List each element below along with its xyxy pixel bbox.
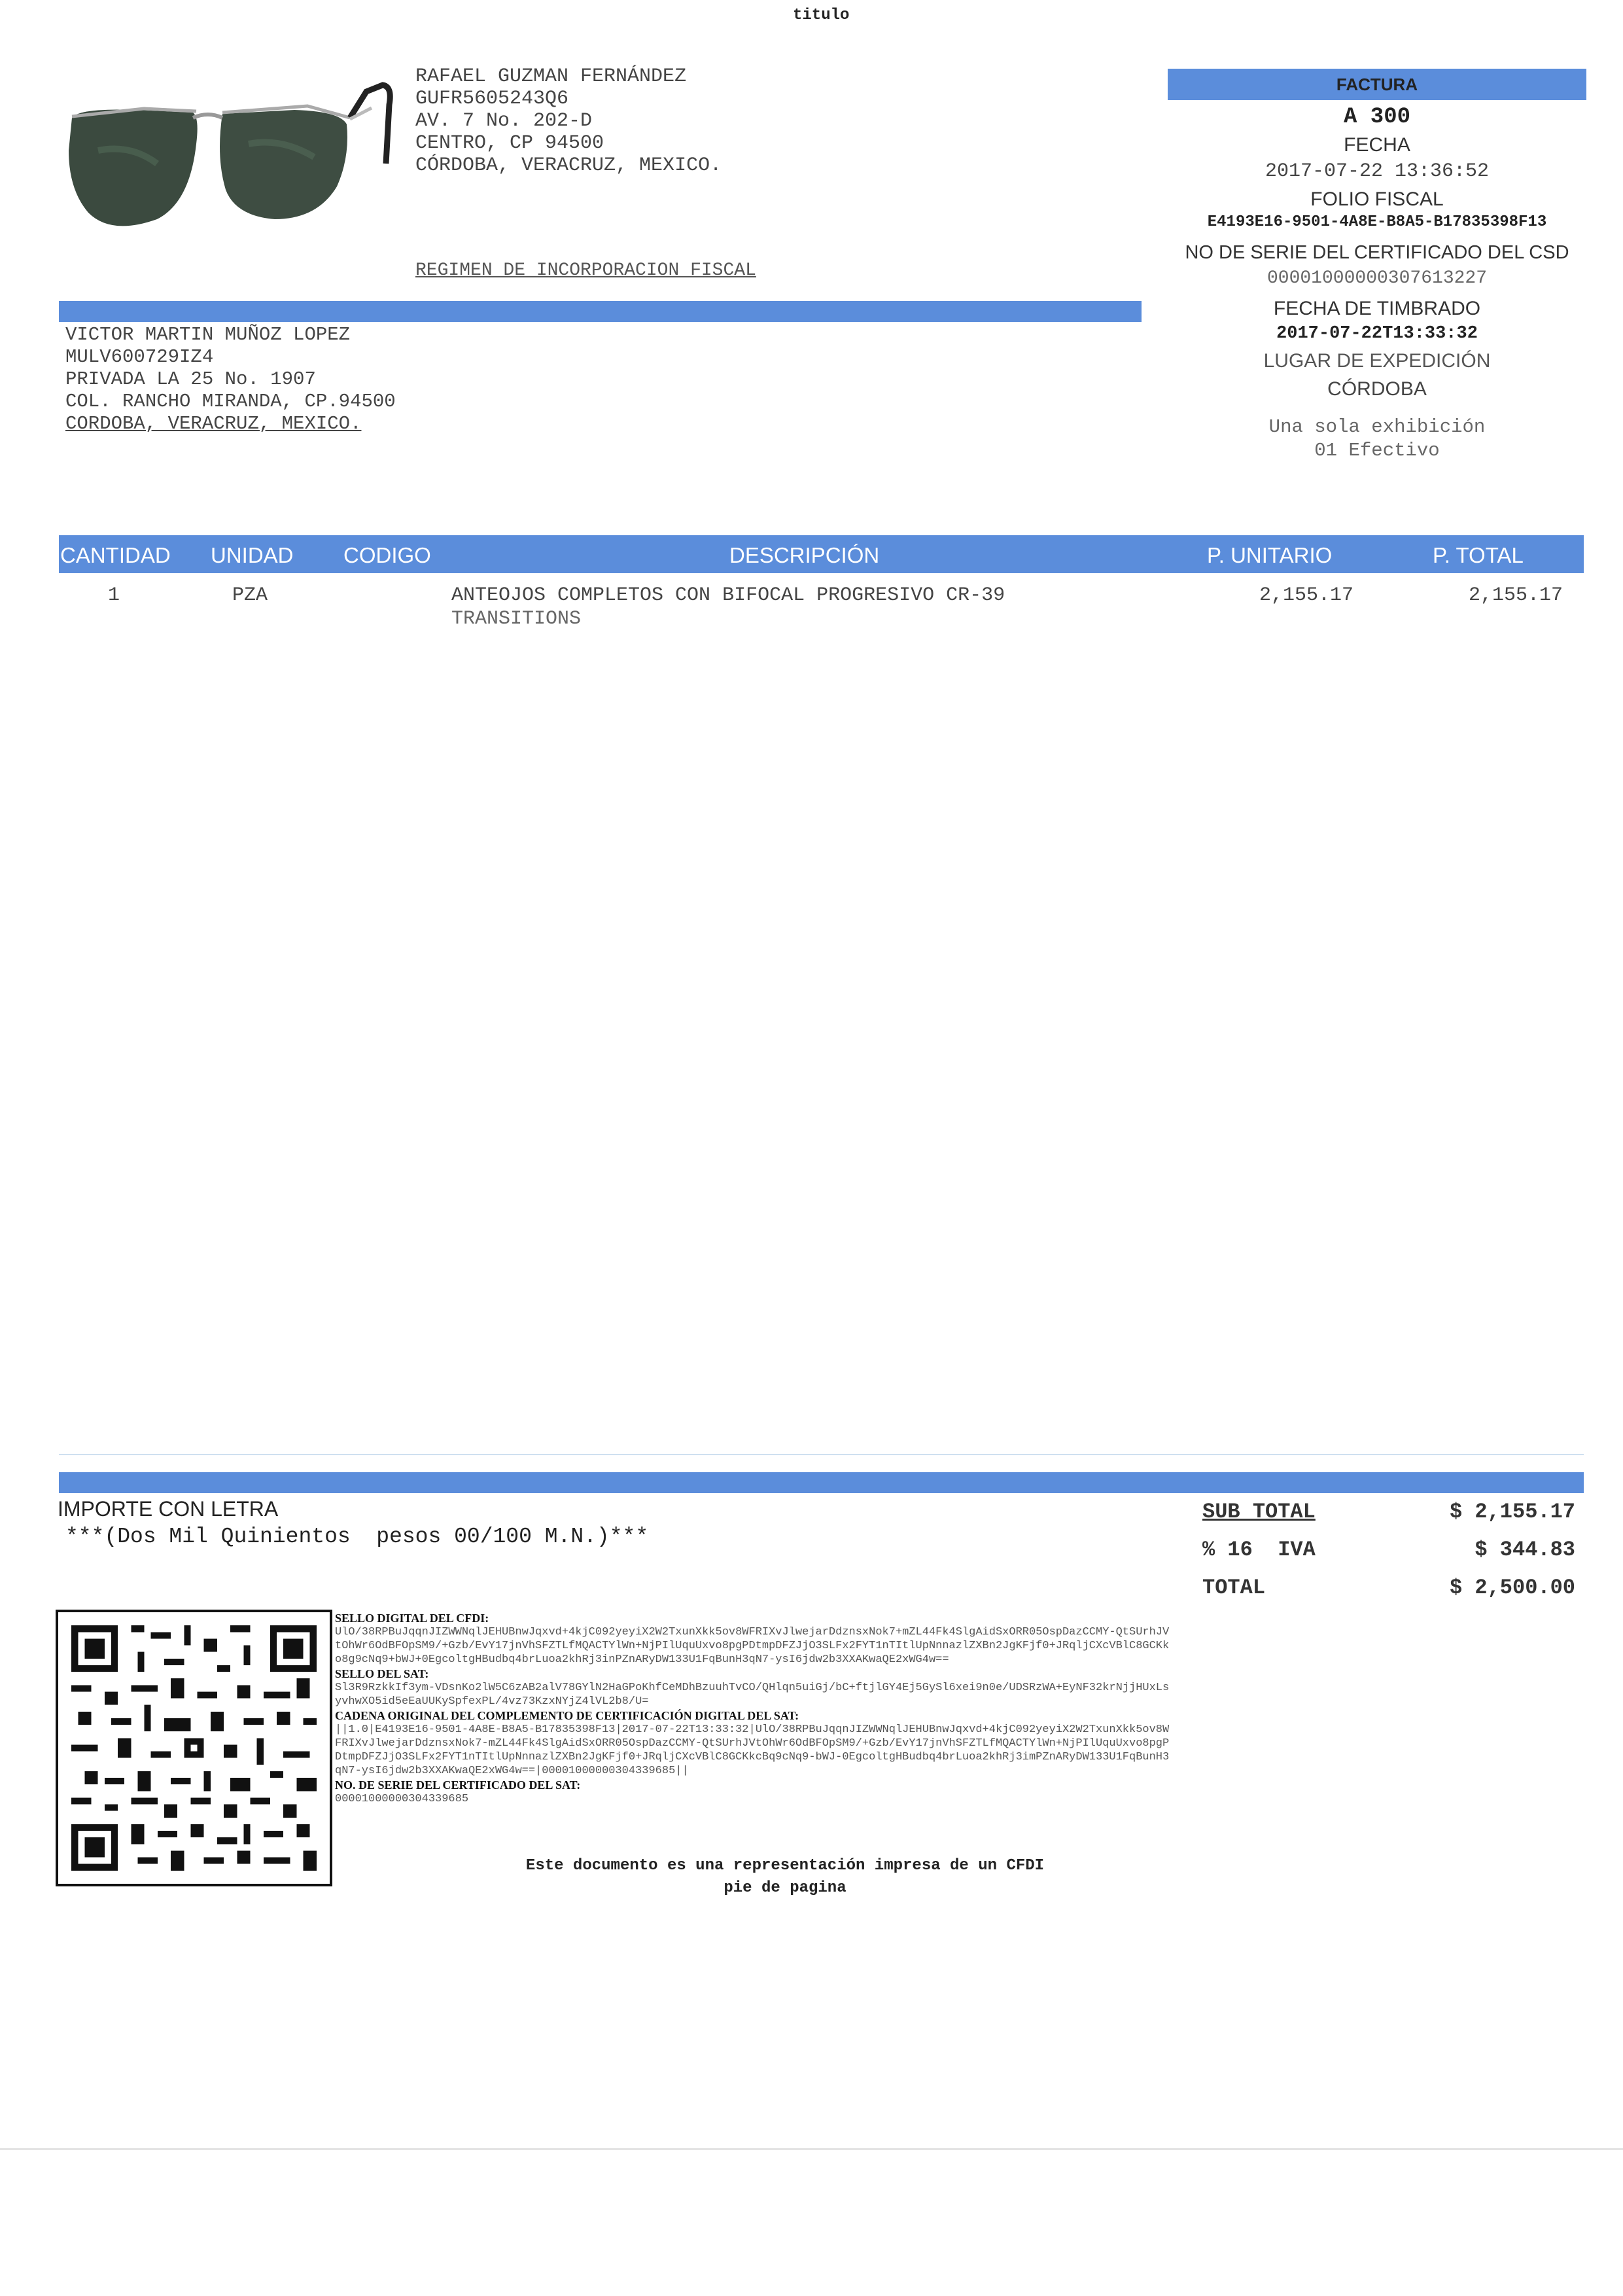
fecha-timbrado-label: FECHA DE TIMBRADO [1273, 298, 1481, 319]
sello-cfdi-label: SELLO DIGITAL DEL CFDI: [335, 1612, 489, 1625]
cell-p-unitario: 2,155.17 [1259, 584, 1354, 607]
col-header-p-unitario: P. UNITARIO [1207, 543, 1333, 567]
totals-band [59, 1472, 1584, 1493]
folio-fiscal-label: FOLIO FISCAL [1310, 188, 1444, 210]
page-footer: pie de pagina [724, 1879, 846, 1897]
receptor-rfc: MULV600729IZ4 [65, 346, 214, 368]
sat-stamps-block [335, 1611, 1172, 1806]
receptor-address-street: PRIVADA LA 25 No. 1907 [65, 368, 316, 390]
metodo-pago: 01 Efectivo [1314, 440, 1440, 461]
factura-label: FACTURA [1336, 75, 1418, 94]
importe-con-letra-label: IMPORTE CON LETRA [58, 1497, 279, 1521]
receptor-address-colonia: COL. RANCHO MIRANDA, CP.94500 [65, 391, 396, 412]
col-header-unidad: UNIDAD [211, 543, 294, 567]
issuer-address-street: AV. 7 No. 202-D [415, 110, 593, 132]
forma-pago: Una sola exhibición [1268, 416, 1486, 438]
invoice-number: A 300 [1343, 105, 1411, 130]
cell-descripcion-line2: TRANSITIONS [451, 608, 582, 630]
serie-csd-label: NO DE SERIE DEL CERTIFICADO DEL CSD [1185, 242, 1569, 263]
document-title: titulo [793, 7, 850, 24]
issuer-rfc: GUFR5605243Q6 [415, 88, 569, 110]
receptor-address-city: CORDOBA, VERACRUZ, MEXICO. [65, 413, 362, 434]
iva-label: % 16 IVA [1202, 1538, 1316, 1562]
total-value: $ 2,500.00 [1449, 1576, 1575, 1600]
sello-sat-label: SELLO DEL SAT: [335, 1667, 429, 1680]
issuer-block [415, 65, 722, 177]
sunglasses-product-image [59, 72, 399, 268]
cell-cantidad: 1 [108, 584, 120, 607]
col-header-codigo: CODIGO [343, 543, 431, 567]
serie-certificado-sat-value: 00001000000304339685 [335, 1793, 469, 1805]
cfdi-representation-note: Este documento es una representación impresa de un CFDI [525, 1857, 1045, 1875]
receptor-block [65, 324, 396, 435]
qr-code [56, 1610, 332, 1886]
items-table-header [59, 535, 1584, 573]
cell-p-total: 2,155.17 [1469, 584, 1563, 607]
fecha-timbrado-value: 2017-07-22T13:33:32 [1276, 324, 1478, 344]
issuer-regimen: REGIMEN DE INCORPORACION FISCAL [415, 260, 756, 281]
page-bottom-rule [0, 2148, 1623, 2150]
serie-certificado-sat-label: NO. DE SERIE DEL CERTIFICADO DEL SAT: [335, 1778, 581, 1792]
sello-sat-value: Sl3R9RzkkIf3ym-VDsnKo2lW5C6zAB2alV78GYlN2HaGPoKhfCeMDhBzuuhTvCO/QHlqn5uiGj/bC+ftjlGY4Ej5GySl6xei9n0e/UDSRzWA+EyNF32krNjjHUxLsyvhwXO5id5eEaUUKySpfexPL/4vz73KzxNYjZ4lVL2b8/U= [335, 1682, 1170, 1708]
col-header-cantidad: CANTIDAD [60, 543, 171, 567]
subtotal-label: SUB TOTAL [1202, 1500, 1316, 1524]
issuer-address-colonia: CENTRO, CP 94500 [415, 132, 604, 154]
factura-header-band [1168, 69, 1586, 100]
total-label: TOTAL [1202, 1576, 1266, 1600]
receptor-name: VICTOR MARTIN MUÑOZ LOPEZ [65, 324, 351, 345]
lugar-expedicion-label: LUGAR DE EXPEDICIÓN [1263, 350, 1491, 372]
lugar-expedicion-value: CÓRDOBA [1327, 378, 1427, 400]
section-divider [59, 1454, 1584, 1455]
importe-con-letra-value: ***(Dos Mil Quinientos pesos 00/100 M.N.)*** [65, 1525, 649, 1549]
issuer-address-city: CÓRDOBA, VERACRUZ, MEXICO. [415, 154, 722, 177]
cell-unidad: PZA [232, 584, 268, 607]
iva-value: $ 344.83 [1475, 1538, 1575, 1562]
fecha-value: 2017-07-22 13:36:52 [1265, 160, 1490, 183]
cadena-original-value: ||1.0|E4193E16-9501-4A8E-B8A5-B17835398F13|2017-07-22T13:33:32|UlO/38RPBuJqqnJIZWWNqlJEHUBnwJqxvd+4kjC092yeyiX2W2TxunXkk5ov8WFRIXvJlwejarDdznsxNok7-mZL44Fk4SlgAidSxORR05OspDazCCMY-QtSUrhJVtOhWr6OdBFOpSM9/+Gzb/EvY17jnVhSFZTLfMQACTYlWn+NjPIlUquUxvo8pgPDtmpDFZJjO3SLFx2FYT1nTItlUpNnnazlZXBn2JgKFjf0+JRqljCXcVBlC8GCKkcBq9cNq9-bWJ-0EgcoltgHBudbq4brLuoa2khRj3imPZnARyDW133U1FqBunH3qN7-ysI6jdw2b3XXAKwaQE2xWG4w==|00001000000304339685|| [335, 1723, 1170, 1777]
col-header-descripcion: DESCRIPCIÓN [729, 543, 880, 567]
sello-cfdi-value: UlO/38RPBuJqqnJIZWWNqlJEHUBnwJqxvd+4kjC092yeyiX2W2TxunXkk5ov8WFRIXvJlwejarDdznsxNok7+mZL44Fk4SlgAidSxORR05OspDazCCMY-QtSUrhJVtOhWr6OdBFOpSM9/+Gzb/EvY17jnVhSFZTLfMQACTYlWn+NjPIlUquUxvo8pgPDtmpDFZJjO3SLFx2FYT1nTItlUpNnnazlZXBn2JgKFjf0+JRqljCXcVBlC8GCKko8g9cNq9+bWJ+0EgcoltgHBudbq4brLuoa2khRj3inPZnARyDW133U1FqBunH3qN7-ysI6jdw2b3XXAKwaQE2xWG4w== [335, 1626, 1170, 1666]
folio-fiscal-value: E4193E16-9501-4A8E-B8A5-B17835398F13 [1207, 213, 1547, 231]
subtotal-value: $ 2,155.17 [1449, 1500, 1575, 1524]
cadena-original-label: CADENA ORIGINAL DEL COMPLEMENTO DE CERTIFICACIÓN DIGITAL DEL SAT: [335, 1709, 799, 1722]
receptor-band [59, 301, 1142, 322]
issuer-name: RAFAEL GUZMAN FERNÁNDEZ [415, 65, 687, 88]
fecha-label: FECHA [1344, 134, 1410, 156]
col-header-p-total: P. TOTAL [1433, 543, 1524, 567]
serie-csd-value: 00001000000307613227 [1266, 268, 1488, 289]
cell-descripcion: ANTEOJOS COMPLETOS CON BIFOCAL PROGRESIVO CR-39 [451, 584, 1005, 607]
